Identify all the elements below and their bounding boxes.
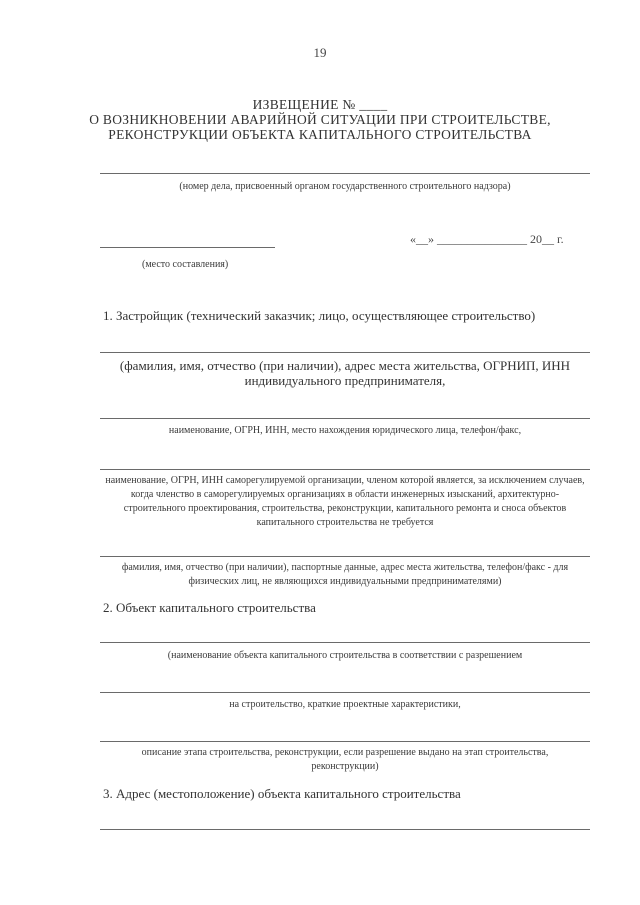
document-title-line2: О ВОЗНИКНОВЕНИИ АВАРИЙНОЙ СИТУАЦИИ ПРИ СТРОИТЕЛЬСТВЕ, [89,112,551,127]
page-number: 19 [313,45,327,60]
case-number-field[interactable] [100,173,590,174]
object-permit-caption: на строительство, краткие проектные характеристики, [229,699,461,710]
section-1-title: 1. Застройщик (технический заказчик; лицо, осуществляющее строительство) [103,308,536,323]
developer-org-caption: наименование, ОГРН, ИНН, место нахождения юридического лица, телефон/факс, [168,425,522,436]
document-title-line3: РЕКОНСТРУКЦИИ ОБЪЕКТА КАПИТАЛЬНОГО СТРОИТЕЛЬСТВА [108,127,532,142]
place-caption: (место составления) [142,259,229,270]
developer-org-field[interactable] [100,418,590,419]
object-name-field[interactable] [100,642,590,643]
object-name-caption: (наименование объекта капитального строительства в соответствии с разрешением [167,650,523,661]
developer-person-caption: фамилия, имя, отчество (при наличии), паспортные данные, адрес места жительства, телефон/факс - для физических лиц, не являющихся индивидуальными предпринимателями) [121,562,569,587]
section-3-title: 3. Адрес (местоположение) объекта капитального строительства [103,786,461,801]
document-title-line1: ИЗВЕЩЕНИЕ № ____ [252,97,388,112]
object-stage-caption: описание этапа строительства, реконструкции, если разрешение выдано на этап строительства, реконструкции) [141,747,549,772]
developer-ip-field[interactable] [100,352,590,353]
developer-sro-field[interactable] [100,469,590,470]
object-address-field[interactable] [100,829,590,830]
developer-ip-caption: (фамилия, имя, отчество (при наличии), адрес места жительства, ОГРНИП, ИНН индивидуального предпринимателя, [119,358,571,388]
section-2-title: 2. Объект капитального строительства [103,600,316,615]
date-field[interactable]: «__» _______________ 20__ г. [410,232,564,246]
case-number-caption: (номер дела, присвоенный органом государственного строительного надзора) [179,181,511,192]
developer-person-field[interactable] [100,556,590,557]
developer-sro-caption: наименование, ОГРН, ИНН саморегулируемой организации, членом которой является, за исключением случаев, когда членство в саморегулируемых организациях в области инженерных изысканий, архитектурно-строительного проектирования, строительства, реконструкции, капитального ремонта и сноса объектов капитального строительства не требуется [105,475,585,528]
place-field[interactable] [100,247,275,248]
object-permit-field[interactable] [100,692,590,693]
object-stage-field[interactable] [100,741,590,742]
